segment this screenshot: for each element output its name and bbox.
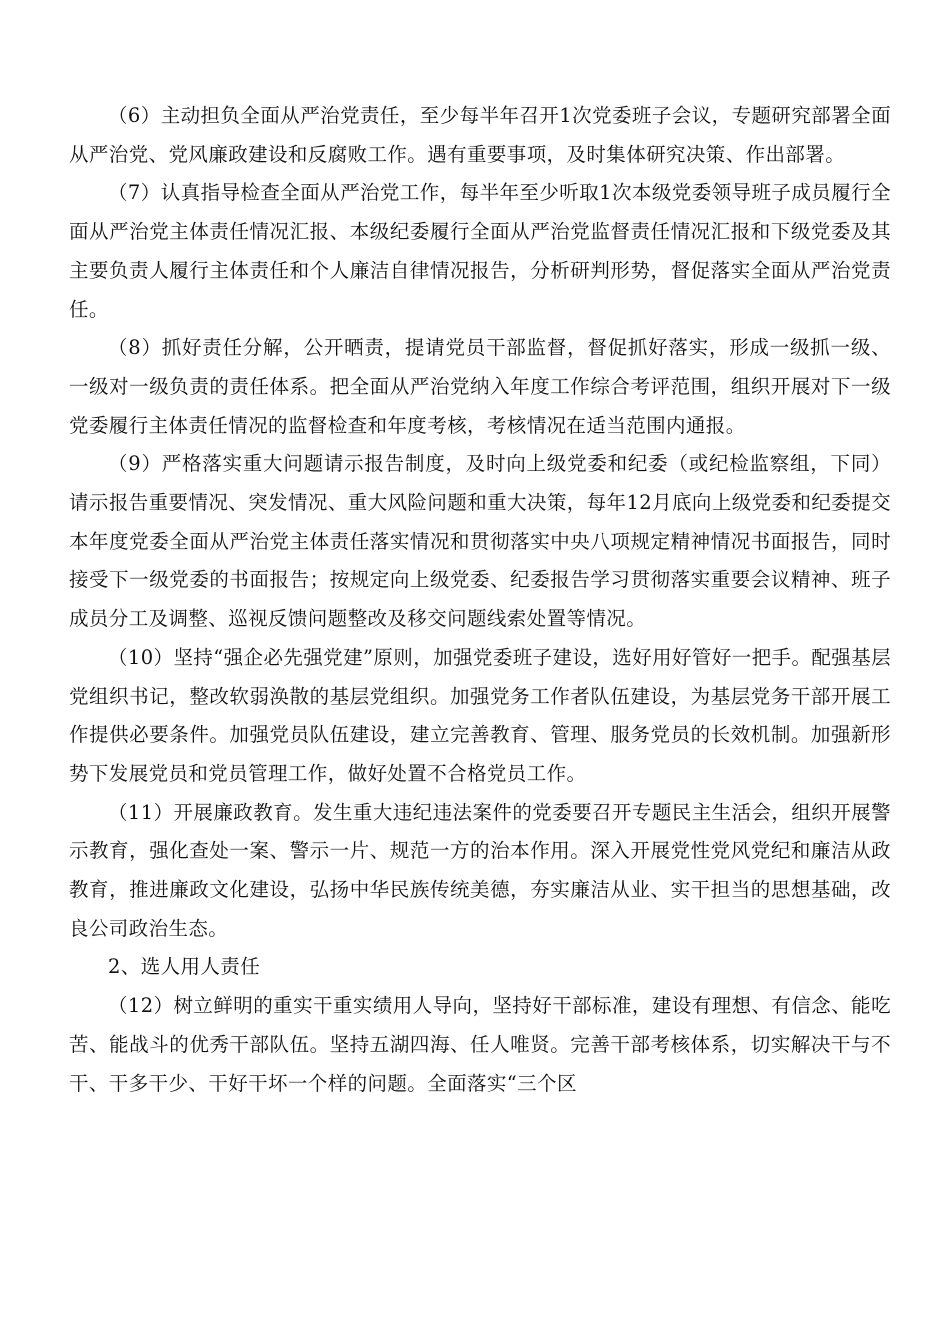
paragraph-8: （8）抓好责任分解，公开晒责，提请党员干部监督，督促抓好落实，形成一级抓一级、一级对一级负责的责任体系。把全面从严治党纳入年度工作综合考评范围，组织开展对下一级党委履行主体责任情况的监督检查和年度考核，考核情况在适当范围内通报。 bbox=[69, 336, 891, 437]
paragraph-11: （11）开展廉政教育。发生重大违纪违法案件的党委要召开专题民主生活会，组织开展警示教育，强化查处一案、警示一片、规范一方的治本作用。深入开展党性党风党纪和廉洁从政教育，推进廉政文化建设，弘扬中华民族传统美德，夯实廉洁从业、实干担当的思想基础，改良公司政治生态。 bbox=[69, 800, 891, 940]
paragraph-6: （6）主动担负全面从严治党责任，至少每半年召开1次党委班子会议，专题研究部署全面从严治党、党风廉政建设和反腐败工作。遇有重要事项，及时集体研究决策、作出部署。 bbox=[69, 104, 891, 166]
paragraph-12: （12）树立鲜明的重实干重实绩用人导向，坚持好干部标准，建设有理想、有信念、能吃苦、能战斗的优秀干部队伍。坚持五湖四海、任人唯贤。完善干部考核体系，切实解决干与不干、干多干少、干好干坏一个样的问题。全面落实“三个区 bbox=[69, 994, 891, 1095]
paragraph-10: （10）坚持“强企必先强党建”原则，加强党委班子建设，选好用好管好一把手。配强基层党组织书记，整改软弱涣散的基层党组织。加强党务工作者队伍建设，为基层党务干部开展工作提供必要条件。加强党员队伍建设，建立完善教育、管理、服务党员的长效机制。加强新形势下发展党员和党员管理工作，做好处置不合格党员工作。 bbox=[69, 645, 891, 785]
section-heading: 2、选人用人责任 bbox=[108, 955, 261, 979]
document-page bbox=[69, 97, 891, 1103]
paragraph-9: （9）严格落实重大问题请示报告制度，及时向上级党委和纪委（或纪检监察组，下同）请示报告重要情况、突发情况、重大风险问题和重大决策，每年12月底向上级党委和纪委提交本年度党委全面从严治党主体责任落实情况和贯彻落实中央八项规定精神情况书面报告，同时接受下一级党委的书面报告；按规定向上级党委、纪委报告学习贯彻落实重要会议精神、班子成员分工及调整、巡视反馈问题整改及移交问题线索处置等情况。 bbox=[69, 452, 891, 631]
paragraph-7: （7）认真指导检查全面从严治党工作，每半年至少听取1次本级党委领导班子成员履行全面从严治党主体责任情况汇报、本级纪委履行全面从严治党监督责任情况汇报和下级党委及其主要负责人履行主体责任和个人廉洁自律情况报告，分析研判形势，督促落实全面从严治党责任。 bbox=[69, 181, 891, 321]
